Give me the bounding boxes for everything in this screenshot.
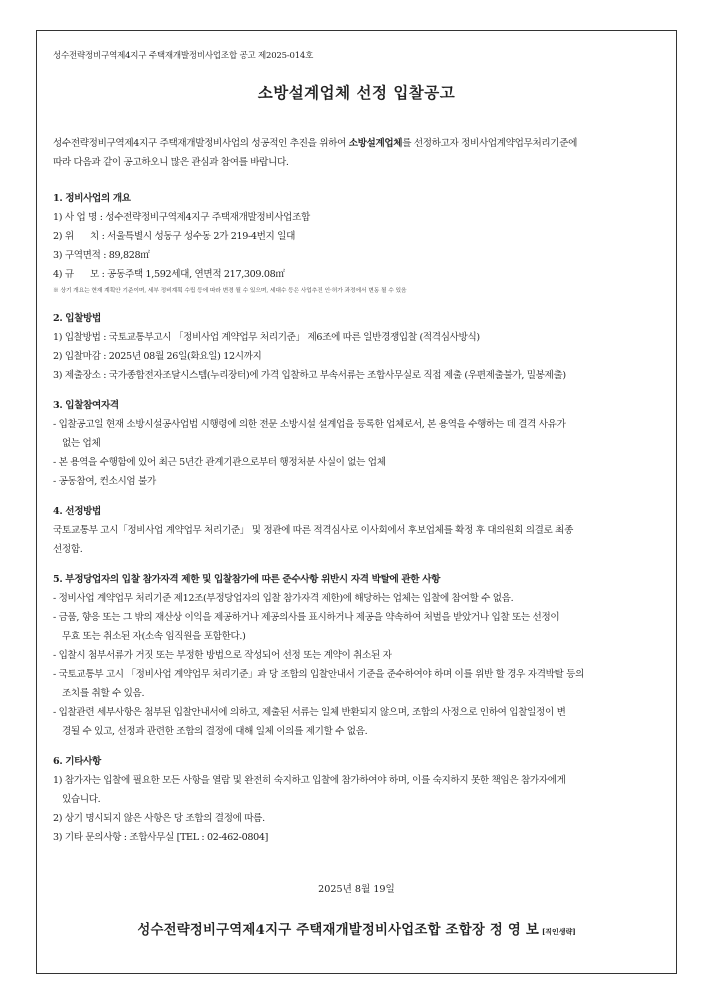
section-title: 1. 정비사업의 개요 [53, 193, 131, 204]
list-item: 2) 입찰마감 : 2025년 08월 26일(화요일) 12시까지 [53, 351, 262, 362]
list-item: - 입찰관련 세부사항은 첨부된 입찰안내서에 의하고, 제출된 서류는 일체 반환되지 않으며, 조합의 사정으로 인하여 입찰일정이 변 [53, 707, 566, 718]
list-item: - 입찰공고일 현재 소방시설공사업법 시행령에 의한 전문 소방시설 설계업을 등록한 업체로서, 본 용역을 수행하는 데 결격 사유가 [53, 419, 566, 430]
list-item: 3) 기타 문의사항 : 조합사무실 [TEL : 02-462-0804] [53, 832, 268, 843]
notice-frame [36, 30, 677, 974]
paragraph-line: 국토교통부 고시「정비사업 계약업무 처리기준」 및 정관에 따른 적격심사로 이사회에서 후보업체를 확정 후 대의원회 의결로 최종 [53, 525, 573, 536]
section-other [53, 752, 666, 847]
list-item: 2) 상기 명시되지 않은 사항은 당 조합의 결정에 따름. [53, 813, 265, 824]
list-item: - 국토교통부 고시 「정비사업 계약업무 처리기준」과 당 조합의 입찰안내서 기준을 준수하여야 하며 이를 위반 할 경우 자격박탈 등의 [53, 669, 584, 680]
section-selection [53, 502, 666, 559]
intro-text-cont: 를 선정하고자 정비사업계약업무처리기준에 [402, 138, 578, 149]
list-item: 4) 규 모 : 공동주택 1,592세대, 연면적 217,309.08㎡ [53, 269, 285, 280]
intro-line-2: 따라 다음과 같이 공고하오니 많은 관심과 참여를 바랍니다. [53, 157, 289, 168]
list-item: - 금품, 향응 또는 그 밖의 재산상 이익을 제공하거나 제공의사를 표시하거나 제공을 약속하여 처벌을 받았거나 입찰 또는 선정이 [53, 612, 560, 623]
list-item-cont: 있습니다. [62, 794, 101, 805]
paragraph-line: 선정함. [53, 544, 83, 555]
signer [37, 919, 676, 938]
list-item: 3) 제출장소 : 국가종합전자조달시스템(누리장터)에 가격 입찰하고 부속서류는 조합사무실로 직접 제출 (우편제출불가, 밀봉제출) [53, 370, 566, 381]
list-item: 1) 입찰방법 : 국토교통부고시 「정비사업 계약업무 처리기준」 제6조에 따른 일반경쟁입찰 (적격심사방식) [53, 332, 480, 343]
section-title: 6. 기타사항 [53, 756, 101, 767]
list-item: - 입찰시 첨부서류가 거짓 또는 부정한 방법으로 작성되어 선정 또는 계약이 취소된 자 [53, 650, 392, 661]
list-item: 1) 참가자는 입찰에 필요한 모든 사항을 열람 및 완전히 숙지하고 입찰에 참가하여야 하며, 이를 숙지하지 못한 책임은 참가자에게 [53, 775, 566, 786]
notice-number: 성수전략정비구역제4지구 주택재개발정비사업조합 공고 제2025-014호 [53, 51, 314, 61]
page-title: 소방설계업체 선정 입찰공고 [257, 83, 456, 102]
section-overview [53, 189, 666, 298]
section-title: 3. 입찰참여자격 [53, 400, 119, 411]
section-title: 2. 입찰방법 [53, 313, 101, 324]
list-item-cont: 없는 업체 [62, 438, 101, 449]
overview-note: ※ 상기 개요는 현재 계획안 기준이며, 세부 정비계획 수립 등에 따라 변경 될 수 있으며, 세대수 등은 사업추진 인·허가 과정에서 변동 될 수 있음 [53, 288, 407, 294]
list-item: 3) 구역면적 : 89,828㎡ [53, 250, 150, 261]
section-title: 5. 부정당업자의 입찰 참가자격 제한 및 입찰참가에 따른 준수사항 위반시 자격 박탈에 관한 사항 [53, 574, 441, 585]
list-item: - 본 용역을 수행함에 있어 최근 5년간 관계기관으로부터 행정처분 사실이 없는 업체 [53, 457, 386, 468]
notice-body [53, 134, 666, 847]
list-item: - 공동참여, 컨소시엄 불가 [53, 476, 156, 487]
intro-paragraph [53, 134, 666, 172]
signer-name: 성수전략정비구역제4지구 주택재개발정비사업조합 조합장 정 영 보 [137, 922, 539, 938]
list-item-cont: 조치를 취할 수 있음. [62, 688, 145, 699]
list-item: 2) 위 치 : 서울특별시 성동구 성수동 2가 219-4번지 일대 [53, 231, 295, 242]
notice-date: 2025년 8월 19일 [318, 884, 395, 895]
list-item-cont: 무효 또는 취소된 자(소속 임직원을 포함한다.) [62, 631, 246, 642]
list-item: - 정비사업 계약업무 처리기준 제12조(부정당업자의 입찰 참가자격 제한)에 해당하는 업체는 입찰에 참여할 수 없음. [53, 593, 514, 604]
section-restrictions [53, 570, 666, 741]
intro-text: 성수전략정비구역제4지구 주택재개발정비사업의 성공적인 추진을 위하여 [53, 138, 349, 149]
list-item: 1) 사 업 명 : 성수전략정비구역제4지구 주택재개발정비사업조합 [53, 212, 310, 223]
intro-bold-text: 소방설계업체 [348, 138, 403, 149]
seal-omitted-label: [직인생략] [541, 927, 576, 936]
section-eligibility [53, 396, 666, 491]
list-item-cont: 경될 수 있고, 선정과 관련한 조합의 결정에 대해 일체 이의를 제기할 수 없음. [62, 726, 368, 737]
section-bid-method [53, 309, 666, 385]
section-title: 4. 선정방법 [53, 506, 101, 517]
